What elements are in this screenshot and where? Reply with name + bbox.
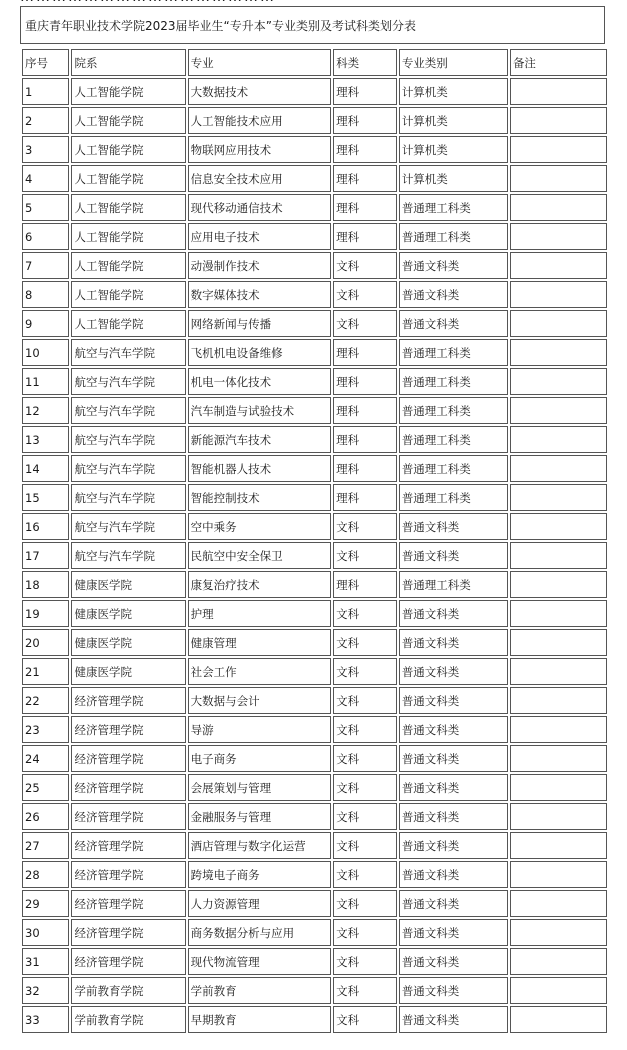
cell-department: 经济管理学院 xyxy=(71,716,185,743)
cell-major-category: 计算机类 xyxy=(399,136,508,163)
cell-major-category: 普通文科类 xyxy=(399,716,508,743)
header-major: 专业 xyxy=(188,49,331,76)
cell-subject-type: 理科 xyxy=(333,426,397,453)
table-row xyxy=(22,890,607,917)
cell-subject-type: 文科 xyxy=(333,687,397,714)
header-index: 序号 xyxy=(22,49,69,76)
cell-remarks xyxy=(510,1006,607,1033)
cell-major: 动漫制作技术 xyxy=(188,252,331,279)
cell-department: 人工智能学院 xyxy=(71,107,185,134)
table-row xyxy=(22,281,607,308)
cell-department: 经济管理学院 xyxy=(71,745,185,772)
cell-remarks xyxy=(510,455,607,482)
cell-department: 经济管理学院 xyxy=(71,861,185,888)
table-row xyxy=(22,310,607,337)
cell-major-category: 普通文科类 xyxy=(399,890,508,917)
cell-department: 航空与汽车学院 xyxy=(71,426,185,453)
cell-remarks xyxy=(510,223,607,250)
cell-subject-type: 文科 xyxy=(333,832,397,859)
cell-index: 30 xyxy=(22,919,69,946)
cell-subject-type: 文科 xyxy=(333,1006,397,1033)
table-row xyxy=(22,919,607,946)
cell-major-category: 普通文科类 xyxy=(399,774,508,801)
cell-subject-type: 文科 xyxy=(333,890,397,917)
cell-remarks xyxy=(510,745,607,772)
major-category-table xyxy=(20,47,609,1035)
cell-major: 智能机器人技术 xyxy=(188,455,331,482)
table-row xyxy=(22,426,607,453)
cell-subject-type: 文科 xyxy=(333,629,397,656)
cell-subject-type: 理科 xyxy=(333,223,397,250)
cell-department: 经济管理学院 xyxy=(71,919,185,946)
cell-index: 26 xyxy=(22,803,69,830)
cell-department: 航空与汽车学院 xyxy=(71,455,185,482)
cell-major: 飞机机电设备维修 xyxy=(188,339,331,366)
table-title-cell xyxy=(20,6,605,44)
table-row xyxy=(22,107,607,134)
cell-major: 健康管理 xyxy=(188,629,331,656)
cell-major-category: 计算机类 xyxy=(399,78,508,105)
cell-major-category: 普通文科类 xyxy=(399,687,508,714)
cell-major: 大数据技术 xyxy=(188,78,331,105)
cell-major-category: 计算机类 xyxy=(399,165,508,192)
cell-department: 人工智能学院 xyxy=(71,252,185,279)
cell-remarks xyxy=(510,136,607,163)
cell-index: 9 xyxy=(22,310,69,337)
cell-major-category: 普通理工科类 xyxy=(399,368,508,395)
cell-major-category: 普通文科类 xyxy=(399,919,508,946)
cell-index: 19 xyxy=(22,600,69,627)
cell-major-category: 普通理工科类 xyxy=(399,484,508,511)
cell-remarks xyxy=(510,310,607,337)
cell-remarks xyxy=(510,426,607,453)
cell-subject-type: 文科 xyxy=(333,774,397,801)
cell-subject-type: 理科 xyxy=(333,397,397,424)
table-row xyxy=(22,165,607,192)
table-row xyxy=(22,832,607,859)
table-row xyxy=(22,78,607,105)
cell-major: 金融服务与管理 xyxy=(188,803,331,830)
cell-major: 电子商务 xyxy=(188,745,331,772)
table-row xyxy=(22,571,607,598)
cell-remarks xyxy=(510,861,607,888)
cell-major-category: 普通文科类 xyxy=(399,658,508,685)
cell-major-category: 普通理工科类 xyxy=(399,194,508,221)
cell-index: 7 xyxy=(22,252,69,279)
cell-major: 人工智能技术应用 xyxy=(188,107,331,134)
cell-remarks xyxy=(510,165,607,192)
cell-major: 大数据与会计 xyxy=(188,687,331,714)
cell-subject-type: 文科 xyxy=(333,252,397,279)
cell-major-category: 普通理工科类 xyxy=(399,397,508,424)
cell-major-category: 普通理工科类 xyxy=(399,426,508,453)
cell-major: 学前教育 xyxy=(188,977,331,1004)
cell-remarks xyxy=(510,890,607,917)
cell-index: 18 xyxy=(22,571,69,598)
cell-remarks xyxy=(510,484,607,511)
cell-major: 空中乘务 xyxy=(188,513,331,540)
cell-subject-type: 理科 xyxy=(333,78,397,105)
cell-department: 人工智能学院 xyxy=(71,78,185,105)
table-row xyxy=(22,223,607,250)
cell-remarks xyxy=(510,803,607,830)
cell-index: 14 xyxy=(22,455,69,482)
cell-index: 13 xyxy=(22,426,69,453)
cell-remarks xyxy=(510,919,607,946)
table-row xyxy=(22,194,607,221)
cell-subject-type: 文科 xyxy=(333,803,397,830)
table-row xyxy=(22,339,607,366)
cell-index: 3 xyxy=(22,136,69,163)
cell-major-category: 普通理工科类 xyxy=(399,571,508,598)
header-subject-type: 科类 xyxy=(333,49,397,76)
table-row xyxy=(22,658,607,685)
cell-major-category: 普通文科类 xyxy=(399,1006,508,1033)
table-row xyxy=(22,600,607,627)
cell-subject-type: 文科 xyxy=(333,513,397,540)
cell-department: 经济管理学院 xyxy=(71,948,185,975)
cell-major: 汽车制造与试验技术 xyxy=(188,397,331,424)
cell-index: 6 xyxy=(22,223,69,250)
cell-major: 康复治疗技术 xyxy=(188,571,331,598)
cell-department: 航空与汽车学院 xyxy=(71,513,185,540)
header-row xyxy=(22,49,607,76)
cell-remarks xyxy=(510,629,607,656)
table-row xyxy=(22,948,607,975)
table-row xyxy=(22,136,607,163)
cell-subject-type: 文科 xyxy=(333,658,397,685)
cell-major: 会展策划与管理 xyxy=(188,774,331,801)
cell-department: 人工智能学院 xyxy=(71,165,185,192)
cell-index: 33 xyxy=(22,1006,69,1033)
cell-index: 5 xyxy=(22,194,69,221)
cell-major: 智能控制技术 xyxy=(188,484,331,511)
cell-department: 人工智能学院 xyxy=(71,136,185,163)
cell-remarks xyxy=(510,716,607,743)
cell-major-category: 普通文科类 xyxy=(399,745,508,772)
cell-index: 22 xyxy=(22,687,69,714)
table-row xyxy=(22,484,607,511)
cell-major: 导游 xyxy=(188,716,331,743)
table-row xyxy=(22,629,607,656)
cell-department: 人工智能学院 xyxy=(71,310,185,337)
cell-remarks xyxy=(510,194,607,221)
cell-department: 健康医学院 xyxy=(71,571,185,598)
cell-index: 1 xyxy=(22,78,69,105)
cell-remarks xyxy=(510,78,607,105)
cell-index: 11 xyxy=(22,368,69,395)
cell-department: 航空与汽车学院 xyxy=(71,339,185,366)
cell-department: 学前教育学院 xyxy=(71,1006,185,1033)
cell-major: 商务数据分析与应用 xyxy=(188,919,331,946)
table-row xyxy=(22,716,607,743)
cell-major-category: 普通文科类 xyxy=(399,513,508,540)
table-row xyxy=(22,542,607,569)
cell-major: 新能源汽车技术 xyxy=(188,426,331,453)
cell-major: 早期教育 xyxy=(188,1006,331,1033)
cell-subject-type: 文科 xyxy=(333,919,397,946)
cell-department: 经济管理学院 xyxy=(71,803,185,830)
cell-index: 17 xyxy=(22,542,69,569)
cell-subject-type: 文科 xyxy=(333,716,397,743)
cell-major-category: 普通文科类 xyxy=(399,252,508,279)
cell-subject-type: 理科 xyxy=(333,165,397,192)
table-row xyxy=(22,774,607,801)
cell-subject-type: 理科 xyxy=(333,571,397,598)
cell-remarks xyxy=(510,107,607,134)
cell-index: 32 xyxy=(22,977,69,1004)
cell-index: 16 xyxy=(22,513,69,540)
cell-major-category: 普通文科类 xyxy=(399,629,508,656)
cell-index: 31 xyxy=(22,948,69,975)
cell-remarks xyxy=(510,948,607,975)
cell-index: 21 xyxy=(22,658,69,685)
cell-major: 人力资源管理 xyxy=(188,890,331,917)
table-row xyxy=(22,803,607,830)
cell-index: 4 xyxy=(22,165,69,192)
cell-subject-type: 理科 xyxy=(333,368,397,395)
cell-major-category: 普通理工科类 xyxy=(399,339,508,366)
cell-major-category: 普通文科类 xyxy=(399,600,508,627)
cell-remarks xyxy=(510,977,607,1004)
cell-major-category: 普通文科类 xyxy=(399,861,508,888)
cell-major-category: 普通理工科类 xyxy=(399,223,508,250)
header-department: 院系 xyxy=(71,49,185,76)
table-title: 重庆青年职业技术学院2023届毕业生“专升本”专业类别及考试科类划分表 xyxy=(25,19,416,33)
cell-index: 28 xyxy=(22,861,69,888)
cell-remarks xyxy=(510,658,607,685)
cell-index: 8 xyxy=(22,281,69,308)
cell-major: 跨境电子商务 xyxy=(188,861,331,888)
table-row xyxy=(22,745,607,772)
cell-subject-type: 文科 xyxy=(333,600,397,627)
cell-index: 10 xyxy=(22,339,69,366)
cell-major-category: 计算机类 xyxy=(399,107,508,134)
cell-remarks xyxy=(510,571,607,598)
cell-subject-type: 文科 xyxy=(333,861,397,888)
cell-subject-type: 理科 xyxy=(333,136,397,163)
cell-major: 现代物流管理 xyxy=(188,948,331,975)
header-major-category: 专业类别 xyxy=(399,49,508,76)
cell-subject-type: 文科 xyxy=(333,977,397,1004)
cell-major: 网络新闻与传播 xyxy=(188,310,331,337)
table-row xyxy=(22,397,607,424)
cell-major-category: 普通理工科类 xyxy=(399,455,508,482)
cell-index: 23 xyxy=(22,716,69,743)
cell-department: 人工智能学院 xyxy=(71,281,185,308)
cell-major: 酒店管理与数字化运营 xyxy=(188,832,331,859)
table-row xyxy=(22,861,607,888)
table-row xyxy=(22,513,607,540)
cell-subject-type: 理科 xyxy=(333,107,397,134)
cell-remarks xyxy=(510,687,607,714)
cell-major: 机电一体化技术 xyxy=(188,368,331,395)
cell-department: 健康医学院 xyxy=(71,629,185,656)
table-row xyxy=(22,368,607,395)
cell-major-category: 普通文科类 xyxy=(399,310,508,337)
cell-department: 航空与汽车学院 xyxy=(71,542,185,569)
cell-remarks xyxy=(510,368,607,395)
cell-department: 健康医学院 xyxy=(71,600,185,627)
cell-index: 25 xyxy=(22,774,69,801)
cell-major: 护理 xyxy=(188,600,331,627)
cell-major: 物联网应用技术 xyxy=(188,136,331,163)
cell-index: 12 xyxy=(22,397,69,424)
cell-subject-type: 理科 xyxy=(333,194,397,221)
cell-department: 航空与汽车学院 xyxy=(71,397,185,424)
cell-remarks xyxy=(510,252,607,279)
cell-index: 24 xyxy=(22,745,69,772)
cell-remarks xyxy=(510,774,607,801)
cell-remarks xyxy=(510,600,607,627)
cell-remarks xyxy=(510,513,607,540)
cell-remarks xyxy=(510,832,607,859)
table-row xyxy=(22,455,607,482)
cell-major-category: 普通文科类 xyxy=(399,832,508,859)
cell-remarks xyxy=(510,542,607,569)
cell-major: 数字媒体技术 xyxy=(188,281,331,308)
cell-department: 人工智能学院 xyxy=(71,223,185,250)
cell-major-category: 普通文科类 xyxy=(399,542,508,569)
cell-index: 27 xyxy=(22,832,69,859)
cell-department: 经济管理学院 xyxy=(71,890,185,917)
cell-major-category: 普通文科类 xyxy=(399,948,508,975)
cell-major: 现代移动通信技术 xyxy=(188,194,331,221)
cell-remarks xyxy=(510,281,607,308)
cell-subject-type: 文科 xyxy=(333,948,397,975)
cell-department: 人工智能学院 xyxy=(71,194,185,221)
cell-major: 民航空中安全保卫 xyxy=(188,542,331,569)
cell-remarks xyxy=(510,339,607,366)
table-row xyxy=(22,252,607,279)
cell-department: 经济管理学院 xyxy=(71,687,185,714)
cell-subject-type: 理科 xyxy=(333,484,397,511)
cell-subject-type: 理科 xyxy=(333,339,397,366)
cell-index: 29 xyxy=(22,890,69,917)
table-row xyxy=(22,977,607,1004)
cell-major-category: 普通文科类 xyxy=(399,281,508,308)
header-remarks: 备注 xyxy=(510,49,607,76)
cell-department: 航空与汽车学院 xyxy=(71,368,185,395)
cell-subject-type: 文科 xyxy=(333,310,397,337)
cell-department: 健康医学院 xyxy=(71,658,185,685)
table-row xyxy=(22,1006,607,1033)
cell-department: 经济管理学院 xyxy=(71,774,185,801)
cell-major: 社会工作 xyxy=(188,658,331,685)
cell-department: 学前教育学院 xyxy=(71,977,185,1004)
cell-department: 航空与汽车学院 xyxy=(71,484,185,511)
cell-index: 2 xyxy=(22,107,69,134)
cell-major: 信息安全技术应用 xyxy=(188,165,331,192)
cell-remarks xyxy=(510,397,607,424)
cell-subject-type: 文科 xyxy=(333,281,397,308)
cell-subject-type: 文科 xyxy=(333,745,397,772)
cell-subject-type: 理科 xyxy=(333,455,397,482)
cell-index: 20 xyxy=(22,629,69,656)
cell-major-category: 普通文科类 xyxy=(399,803,508,830)
cell-major: 应用电子技术 xyxy=(188,223,331,250)
cell-major-category: 普通文科类 xyxy=(399,977,508,1004)
cell-department: 经济管理学院 xyxy=(71,832,185,859)
cell-index: 15 xyxy=(22,484,69,511)
table-row xyxy=(22,687,607,714)
cell-subject-type: 文科 xyxy=(333,542,397,569)
